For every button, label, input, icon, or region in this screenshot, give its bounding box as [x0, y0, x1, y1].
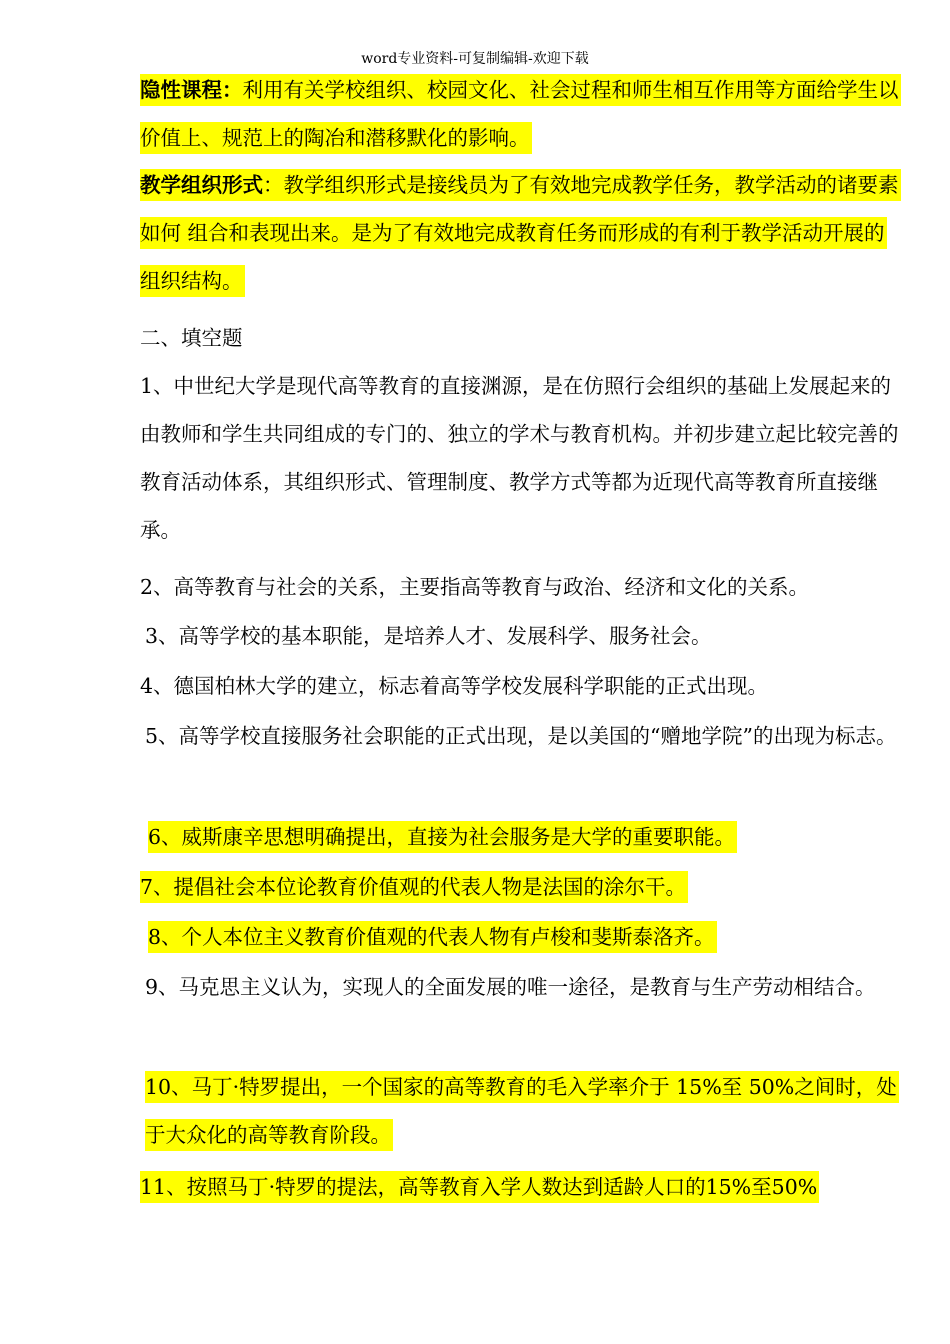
highlighted-text: 7、提倡社会本位论教育价值观的代表人物是法国的涂尔干。 [140, 871, 688, 903]
highlighted-text: 11、按照马丁·特罗的提法，高等教育入学人数达到适龄人口的15%至50% [140, 1171, 819, 1203]
list-item-5: 5、高等学校直接服务社会职能的正式出现，是以美国的“赠地学院”的出现为标志。 [145, 724, 897, 748]
list-item-3: 3、高等学校的基本职能，是培养人才、发展科学、服务社会。 [145, 624, 712, 648]
list-item-7 [97, 863, 900, 911]
definition-teaching-organization [97, 161, 900, 305]
definition-term: 隐性课程： [140, 78, 243, 102]
list-item-4: 4、德国柏林大学的建立，标志着高等学校发展科学职能的正式出现。 [140, 674, 769, 698]
definition-text: 利用有关学校组织、校园文化、社会过程和师生相互作用等方面给学生以价值上、规范上的陶冶和潜移默化的影响。 [140, 78, 899, 150]
list-item-6 [97, 813, 908, 861]
list-item-1: 1、中世纪大学是现代高等教育的直接渊源，是在仿照行会组织的基础上发展起来的由教师和学生共同组成的专门的、独立的学术与教育机构。并初步建立起比较完善的教育活动体系，其组织形式、管理制度、教学方式等都为近现代高等教育所直接继承。 [140, 374, 899, 542]
highlighted-text: 6、威斯康辛思想明确提出，直接为社会服务是大学的重要职能。 [148, 821, 737, 853]
list-item-10 [97, 1063, 905, 1159]
definition-text: ：教学组织形式是接线员为了有效地完成教学任务，教学活动的诸要素如何 组合和表现出来。是为了有效地完成教育任务而形成的有利于教学活动开展的组织结构。 [140, 173, 899, 293]
highlighted-text: 8、个人本位主义教育价值观的代表人物有卢梭和斐斯泰洛齐。 [148, 921, 717, 953]
list-item-9: 9、马克思主义认为，实现人的全面发展的唯一途径，是教育与生产劳动相结合。 [145, 975, 876, 999]
list-item-2: 2、高等教育与社会的关系，主要指高等教育与政治、经济和文化的关系。 [140, 575, 810, 599]
definition-term: 教学组织形式 [140, 173, 263, 197]
definition-hidden-curriculum [97, 66, 900, 162]
highlighted-text: 10、马丁·特罗提出，一个国家的高等教育的毛入学率介于 15%至 50%之间时，处于大众化的高等教育阶段。 [145, 1071, 899, 1151]
page-header: word专业资料-可复制编辑-欢迎下载 [361, 51, 589, 67]
list-item-11 [97, 1163, 900, 1211]
section-title: 二、填空题 [140, 326, 243, 350]
list-item-8 [97, 913, 908, 961]
